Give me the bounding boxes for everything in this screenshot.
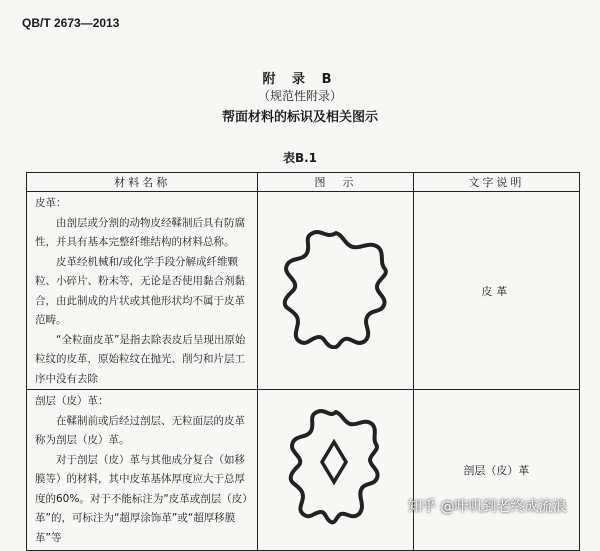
split-leather-icon	[286, 408, 386, 528]
material-paragraph: 皮革经机械和/或化学手段分解成纤维颗粒、小碎片、粉末等，无论是否使用黏合剂黏合，由此制成的片状或其他形状均不属于皮革范畴。	[35, 255, 245, 326]
figure-cell	[258, 192, 413, 390]
material-table	[26, 172, 580, 551]
material-heading: 皮革：	[35, 197, 67, 209]
table-title: 表B.1	[282, 151, 318, 165]
description-cell: 皮革	[413, 192, 579, 390]
annex-title: 附 录 B	[262, 72, 338, 87]
material-cell	[27, 192, 258, 390]
material-heading: 剖层（皮）革：	[35, 395, 109, 407]
material-paragraph: 对于剖层（皮）革与其他成分复合（如移膜等）的材料，其中皮革基体厚度应大于总厚度的60%。对于不能标注为“皮革或剖层（皮）革”的，可标注为“超厚涂饰革”或“超厚移膜革”等	[35, 453, 248, 544]
column-header-figure: 图 示	[258, 173, 413, 192]
column-header-material: 材料名称	[27, 173, 258, 192]
table-header-row	[27, 173, 580, 192]
annex-type: （规范性附录）	[257, 89, 342, 103]
watermark-text: 知乎 @咔叽到老终成流浪	[408, 499, 567, 515]
figure-cell	[258, 390, 413, 551]
annex-name: 帮面材料的标识及相关图示	[221, 110, 378, 125]
material-paragraph: “全粒面皮革”是指去除表皮后呈现出原始粒纹的皮革，原始粒纹在抛光、削匀和片层工序中没有去除	[35, 333, 246, 385]
material-paragraph: 在鞣制前或后经过剖层、无粒面层的皮革称为剖层（皮）革。	[35, 414, 245, 446]
table-row	[27, 192, 580, 390]
table-row	[27, 390, 580, 551]
standard-number: QB/T 2673—2013	[22, 16, 120, 30]
material-paragraph: 由剖层或分割的动物皮经鞣制后具有防腐性，并具有基本完整纤维结构的材料总称。	[35, 216, 245, 248]
description-cell: 剖层（皮）革	[413, 390, 579, 551]
leather-hide-icon	[281, 229, 391, 349]
column-header-description: 文字说明	[413, 173, 579, 192]
material-cell	[27, 390, 258, 551]
